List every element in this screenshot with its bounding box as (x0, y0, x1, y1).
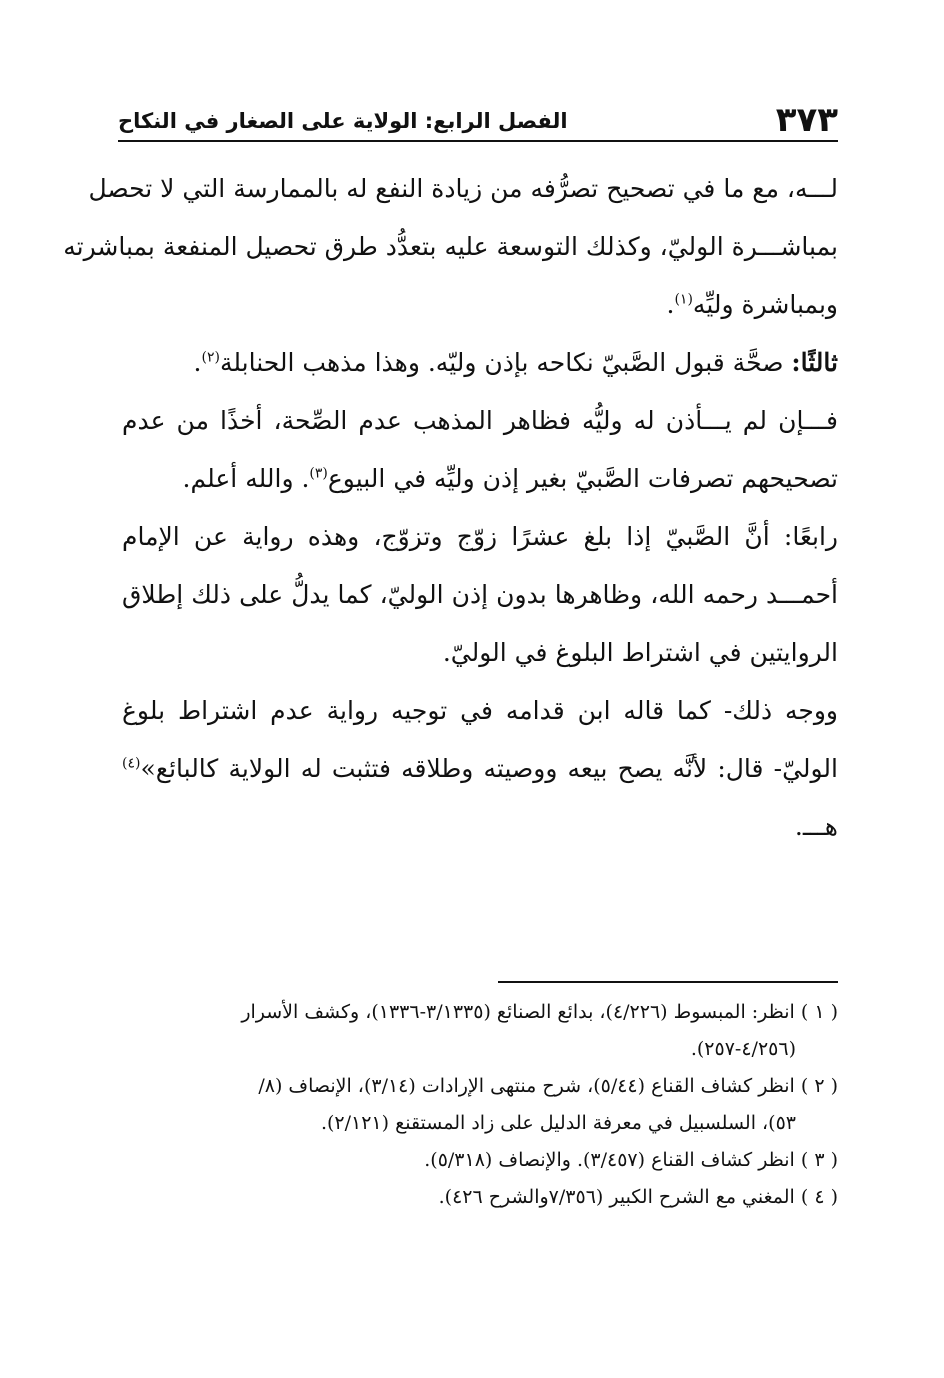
footnote-line: (٤/٢٥٦-٢٥٧). (690, 1038, 796, 1060)
footnote-line: ( ٤ ) المغني مع الشرح الكبير (٧/٣٥٦والشرح ٤٢٦). (438, 1186, 838, 1208)
text-segment: . (666, 290, 675, 319)
text-line (122, 450, 838, 508)
footnote-4 (122, 1179, 838, 1216)
footnote-line: ( ٢ ) انظر كشاف القناع (٥/٤٤)، شرح منتهى الإرادات (٣/١٤)، الإنصاف (٨/ (258, 1075, 838, 1097)
paragraph-2 (122, 334, 838, 392)
footnote-line: ( ١ ) انظر: المبسوط (٤/٢٢٦)، بدائع الصنائع (٣/١٣٣٥-١٣٣٦)، وكشف الأسرار (241, 1001, 838, 1023)
page-header (118, 100, 838, 142)
page-number: ٣٧٣ (775, 100, 838, 140)
footnote-ref-3[interactable]: (٣) (309, 465, 328, 482)
footnote-ref-2[interactable]: (٢) (201, 349, 220, 366)
footnote-1 (122, 994, 838, 1068)
paragraph-4 (122, 508, 838, 682)
text-line: فـــإن لم يـــأذن له وليُّه فظاهر المذهب عدم الصِّحة، أخذًا من عدم (122, 406, 838, 435)
text-line (122, 276, 838, 334)
text-line: أحمـــد رحمه الله، وظاهرها بدون إذن الوليّ، كما يدلُّ على ذلك إطلاق (122, 580, 838, 609)
footnote-line: ( ٣ ) انظر كشاف القناع (٣/٤٥٧). والإنصاف (٥/٣١٨). (424, 1149, 838, 1171)
text-line: ووجه ذلك- كما قاله ابن قدامه في توجيه رواية عدم اشتراط بلوغ (122, 696, 838, 725)
text-line: لـــه، مع ما في تصحيح تصرُّفه من زيادة النفع له بالممارسة التي لا تحصل (88, 174, 838, 203)
paragraph-5 (122, 682, 838, 856)
text-segment: الوليّ- قال: لأنَّه يصح بيعه ووصيته وطلاقه فتثبت له الولاية كالبائع» (140, 754, 838, 783)
text-line: بمباشـــرة الوليّ، وكذلك التوسعة عليه بتعدُّد طرق تحصيل المنفعة بمباشرته (63, 232, 838, 261)
footnote-separator (498, 981, 838, 983)
chapter-title: الفصل الرابع: الولاية على الصغار في النكاح (118, 109, 568, 133)
text-line: رابعًا: أنَّ الصَّبيّ إذا بلغ عشرًا زوّج وتزوّج، وهذه رواية عن الإمام (122, 522, 838, 551)
text-line: الروايتين في اشتراط البلوغ في الوليّ. (442, 638, 838, 667)
text-line (122, 334, 838, 392)
footnote-ref-1[interactable]: (١) (674, 291, 693, 308)
text-segment: وبمباشرة وليِّه (692, 290, 838, 319)
footnotes (122, 994, 838, 1216)
footnote-2 (122, 1068, 838, 1142)
text-segment: تصحيحهم تصرفات الصَّبيّ بغير إذن وليِّه في البيوع (327, 464, 838, 493)
footnote-line: ٥٣)، السلسبيل في معرفة الدليل على زاد المستقنع (٢/١٢١). (320, 1112, 796, 1134)
footnote-3 (122, 1142, 838, 1179)
text-segment: . والله أعلم. (182, 464, 310, 493)
text-segment: . (193, 348, 202, 377)
text-segment: صحَّة قبول الصَّبيّ نكاحه بإذن وليّه. وهذا مذهب الحنابلة (219, 348, 792, 377)
section-label: ثالثًا: (791, 348, 838, 377)
text-line (122, 740, 838, 798)
paragraph-1 (63, 160, 838, 334)
footnote-ref-4[interactable]: (٤) (122, 755, 141, 772)
paragraph-3 (122, 392, 838, 508)
main-text (63, 160, 838, 856)
text-line: هـــ. (794, 812, 838, 841)
